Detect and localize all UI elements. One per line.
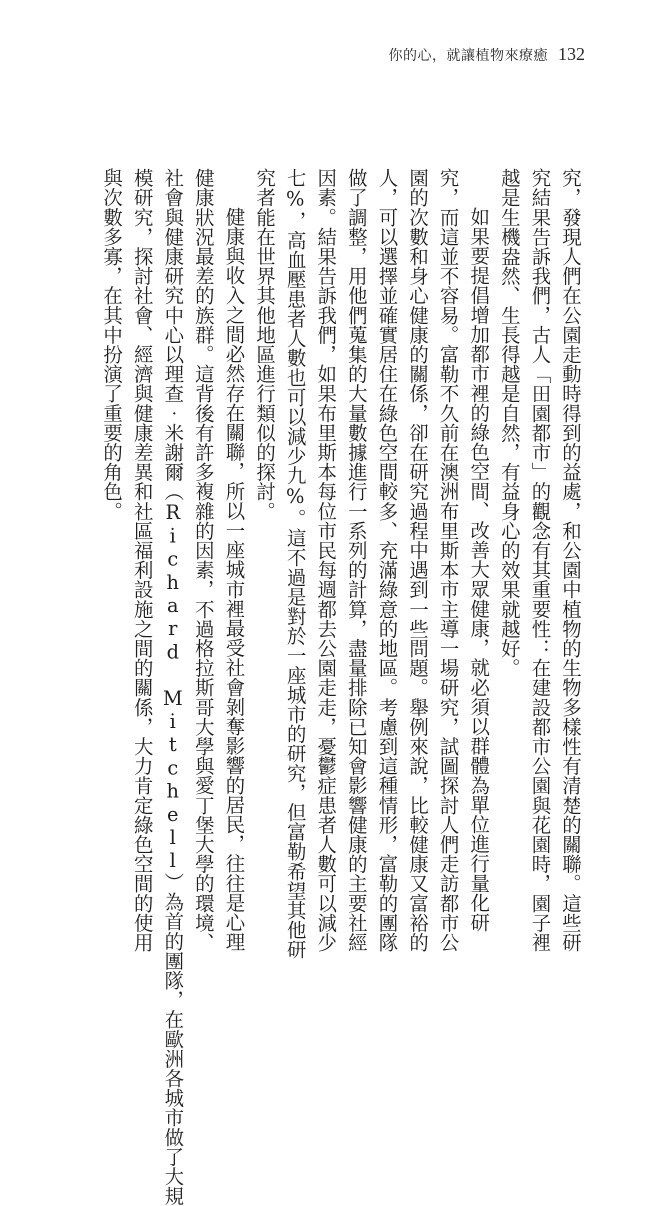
- running-header-title: 你的心，就讓植物來療癒: [388, 48, 548, 64]
- running-header: [389, 44, 586, 65]
- text-column-4-paragraph-start: [463, 168, 494, 932]
- text-column-3: 越是生機盎然、生長得越是自然，有益身心的效果就越好。: [497, 168, 521, 678]
- text-column-11: 究者能在世界其他地區進行類似的探討。: [253, 168, 277, 521]
- text-column-5: 究，而這並不容易。富勒不久前在澳洲布里斯本市主導一場研究，試圖探討人們走訪都市公: [436, 168, 460, 952]
- text-column-7: 人，可以選擇並確實居住在綠色空間較多、充滿綠意的地區。考慮到這種情形，富勒的團隊: [375, 168, 399, 952]
- text-column-12-paragraph-start: [218, 168, 249, 952]
- text-column-1: 究，發現人們在公園走動時得到的益處，和公園中植物的生物多樣性有清楚的關聯。這些研: [559, 168, 582, 952]
- text-column-8: 做了調整，用他們蒐集的大量數據進行一系列的計算，盡量排除已知會影響健康的主要社經: [344, 168, 368, 952]
- text-column-4-text: 如果要提倡增加都市裡的綠色空間、改善大眾健康，就必須以群體為單位進行量化研: [467, 206, 491, 932]
- text-column-10: 七%，高血壓患者人數也可以減少九%。這不過是對於一座城市的研究，但富勒希望其他研: [283, 168, 307, 960]
- text-column-16: 與次數多寡，在其中扮演了重要的角色。: [100, 168, 124, 521]
- text-column-13: 健康狀況最差的族群。這背後有許多複雜的因素，不過格拉斯哥大學與愛丁堡大學的環境、: [191, 168, 215, 952]
- text-column-15: 模研究，探討社會、經濟與健康差異和社區福利設施之間的關係，大力肯定綠色空間的使用: [130, 168, 154, 952]
- text-column-14: 社會與健康研究中心以理查‧米謝爾（Richard Mitchell）為首的團隊，在歐洲各城市做了大規: [161, 168, 185, 1206]
- text-column-12-text: 健康與收入之間必然存在關聯，所以一座城市裡最受社會剝奪影響的居民，往往是心理: [222, 206, 246, 952]
- body-text: [96, 168, 586, 1206]
- page-number: 132: [558, 44, 585, 64]
- text-column-2: 究結果告訴我們，古人「田園都市」的觀念有其重要性：在建設都市公園與花園時，園子裡: [528, 168, 552, 952]
- text-column-9: 因素。結果告訴我們，如果布里斯本每位市民每週都去公園走走，憂鬱症患者人數可以減少: [314, 168, 338, 952]
- text-column-6: 園的次數和身心健康的關係，卻在研究過程中遇到一些問題。舉例來說，比較健康又富裕的: [406, 168, 430, 952]
